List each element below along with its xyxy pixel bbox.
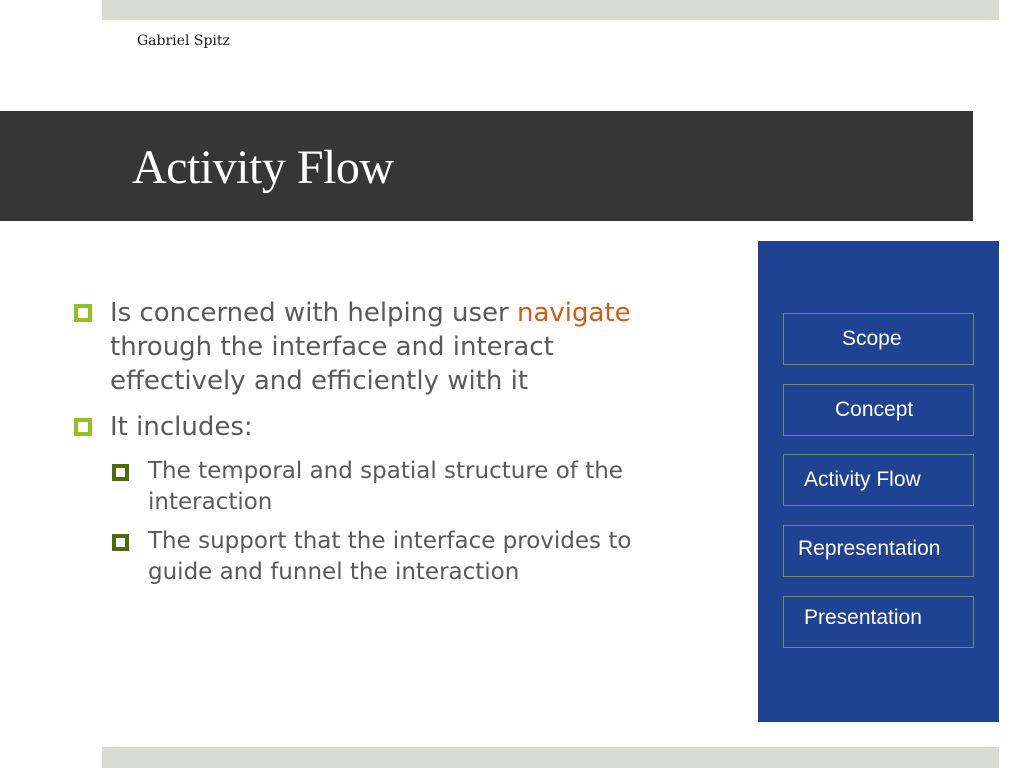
bullet-item — [72, 296, 682, 398]
square-sub-bullet-icon — [112, 534, 129, 551]
nav-item-representation[interactable] — [783, 525, 974, 577]
square-bullet-icon — [74, 304, 92, 322]
slide-content — [72, 296, 682, 596]
sub-bullet-text: The support that the interface provides to guide and funnel the interaction — [148, 528, 632, 585]
sub-bullet-text: The temporal and spatial structure of the interaction — [148, 458, 623, 515]
nav-item-label: Concept — [835, 398, 914, 421]
bottom-decorative-band — [102, 747, 999, 768]
sub-bullet-item — [110, 456, 682, 518]
nav-item-label: Activity Flow — [804, 468, 921, 491]
nav-item-activity-flow[interactable] — [783, 454, 974, 506]
nav-item-scope[interactable] — [783, 313, 974, 365]
nav-item-presentation[interactable] — [783, 596, 974, 648]
bullet-text: Is concerned with helping user — [110, 298, 517, 328]
author-name: Gabriel Spitz — [137, 33, 230, 49]
bullet-text: It includes: — [110, 412, 253, 442]
sub-bullet-item — [110, 526, 682, 588]
bullet-item — [72, 410, 682, 444]
square-sub-bullet-icon — [112, 464, 129, 481]
top-decorative-band — [102, 0, 999, 20]
nav-item-label: Presentation — [804, 606, 922, 629]
nav-item-label: Representation — [798, 537, 941, 560]
nav-item-concept[interactable] — [783, 384, 974, 436]
slide-title: Activity Flow — [132, 141, 394, 194]
nav-item-label: Scope — [842, 327, 902, 350]
highlighted-word: navigate — [517, 298, 631, 328]
square-bullet-icon — [74, 418, 92, 436]
bullet-text: through the interface and interact effectively and efficiently with it — [110, 332, 554, 396]
